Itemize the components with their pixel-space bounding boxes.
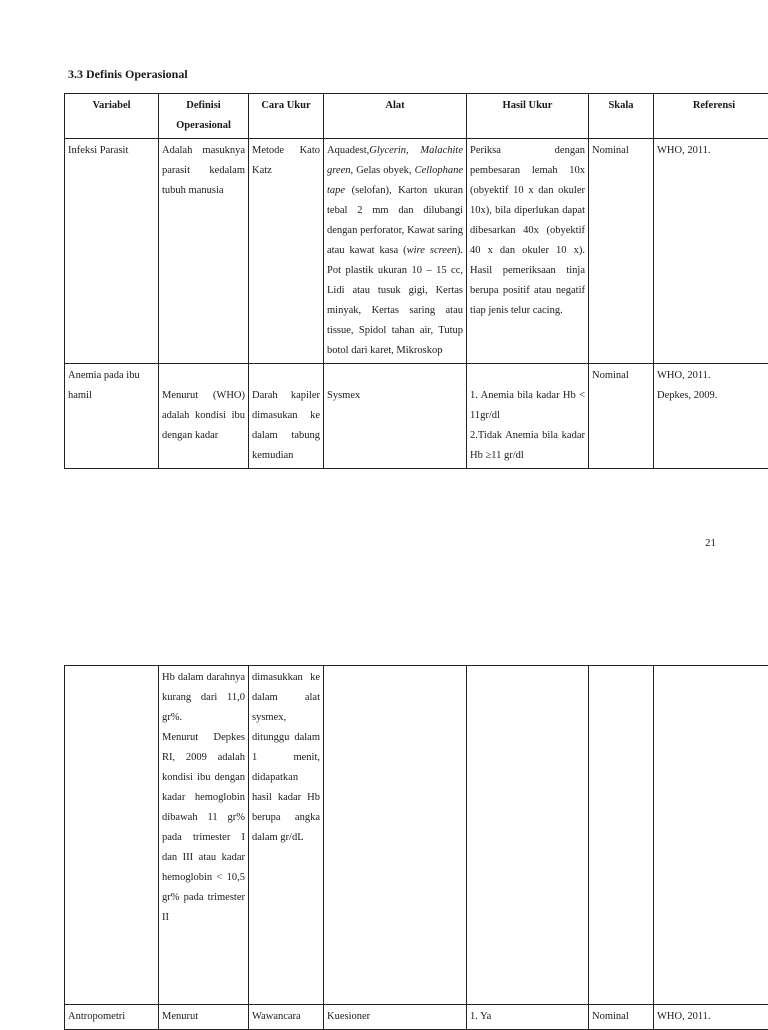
- section-heading: 3.3 Definis Operasional: [68, 67, 188, 82]
- cell-alat: [324, 666, 467, 1005]
- cell-hasil-ukur: [467, 666, 589, 1005]
- cell-skala: [589, 666, 654, 1005]
- cell-alat: Kuesioner: [324, 1005, 467, 1030]
- cell-skala: Nominal: [589, 139, 654, 364]
- cell-cara-ukur: Darah kapiler dimasukan ke dalam tabung kemudian: [249, 364, 324, 469]
- cell-cara-ukur: dimasukkan ke dalam alat sysmex, ditunggu dalam 1 menit, didapatkan hasil kadar Hb berupa angka dalam gr/dL: [249, 666, 324, 1005]
- cell-referensi: WHO, 2011.: [654, 1005, 768, 1030]
- operational-definition-table: [64, 93, 768, 469]
- col-header-hasil-ukur: Hasil Ukur: [467, 94, 589, 139]
- cell-hasil-ukur: 1. Anemia bila kadar Hb < 11gr/dl 2.Tidak Anemia bila kadar Hb ≥11 gr/dl: [467, 364, 589, 469]
- cell-definisi: Menurut (WHO) adalah kondisi ibu dengan kadar: [159, 364, 249, 469]
- cell-referensi: WHO, 2011.: [654, 139, 768, 364]
- cell-variabel: Anemia pada ibu hamil: [65, 364, 159, 469]
- cell-referensi: [654, 666, 768, 1005]
- table-row: [65, 1005, 768, 1030]
- cell-definisi: Adalah masuknya parasit kedalam tubuh manusia: [159, 139, 249, 364]
- cell-cara-ukur: Wawancara: [249, 1005, 324, 1030]
- cell-variabel: Antropometri: [65, 1005, 159, 1030]
- table-header-row: [65, 94, 768, 139]
- page-number: 21: [705, 537, 716, 549]
- cell-alat: Aquadest,Glycerin, Malachite green, Gelas obyek, Cellophane tape (selofan), Karton ukuran tebal 2 mm dan dilubangi dengan perforator, Kawat saring atau kawat kasa (wire screen). Pot plastik ukuran 10 – 15 cc, Lidi atau tusuk gigi, Kertas minyak, Kertas saring atau tissue, Spidol tahan air, Tutup botol dari karet, Mikroskop: [324, 139, 467, 364]
- cell-hasil-ukur: Periksa dengan pembesaran lemah 10x (obyektif 10 x dan okuler 10x), bila diperlukan dapat dibesarkan 40x (obyektif 40 x dan okuler 10 x). Hasil pemeriksaan tinja berupa positif atau negatif tiap jenis telur cacing.: [467, 139, 589, 364]
- operational-definition-table-continued: [64, 665, 768, 1030]
- table-row: [65, 666, 768, 1005]
- table-row: [65, 364, 768, 469]
- col-header-referensi: Referensi: [654, 94, 768, 139]
- col-header-definisi: Definisi Operasional: [159, 94, 249, 139]
- cell-variabel: [65, 666, 159, 1005]
- cell-definisi: Menurut: [159, 1005, 249, 1030]
- col-header-alat: Alat: [324, 94, 467, 139]
- col-header-cara-ukur: Cara Ukur: [249, 94, 324, 139]
- cell-skala: Nominal: [589, 364, 654, 469]
- cell-definisi: Hb dalam darahnya kurang dari 11,0 gr%. Menurut Depkes RI, 2009 adalah kondisi ibu dengan kadar hemoglobin dibawah 11 gr% pada trimester I dan III atau kadar hemoglobin < 10,5 gr% pada trimester II: [159, 666, 249, 1005]
- cell-referensi: WHO, 2011. Depkes, 2009.: [654, 364, 768, 469]
- cell-cara-ukur: Metode Kato Katz: [249, 139, 324, 364]
- cell-variabel: Infeksi Parasit: [65, 139, 159, 364]
- col-header-skala: Skala: [589, 94, 654, 139]
- cell-alat: Sysmex: [324, 364, 467, 469]
- col-header-variabel: Variabel: [65, 94, 159, 139]
- cell-hasil-ukur: 1. Ya: [467, 1005, 589, 1030]
- table-row: [65, 139, 768, 364]
- cell-skala: Nominal: [589, 1005, 654, 1030]
